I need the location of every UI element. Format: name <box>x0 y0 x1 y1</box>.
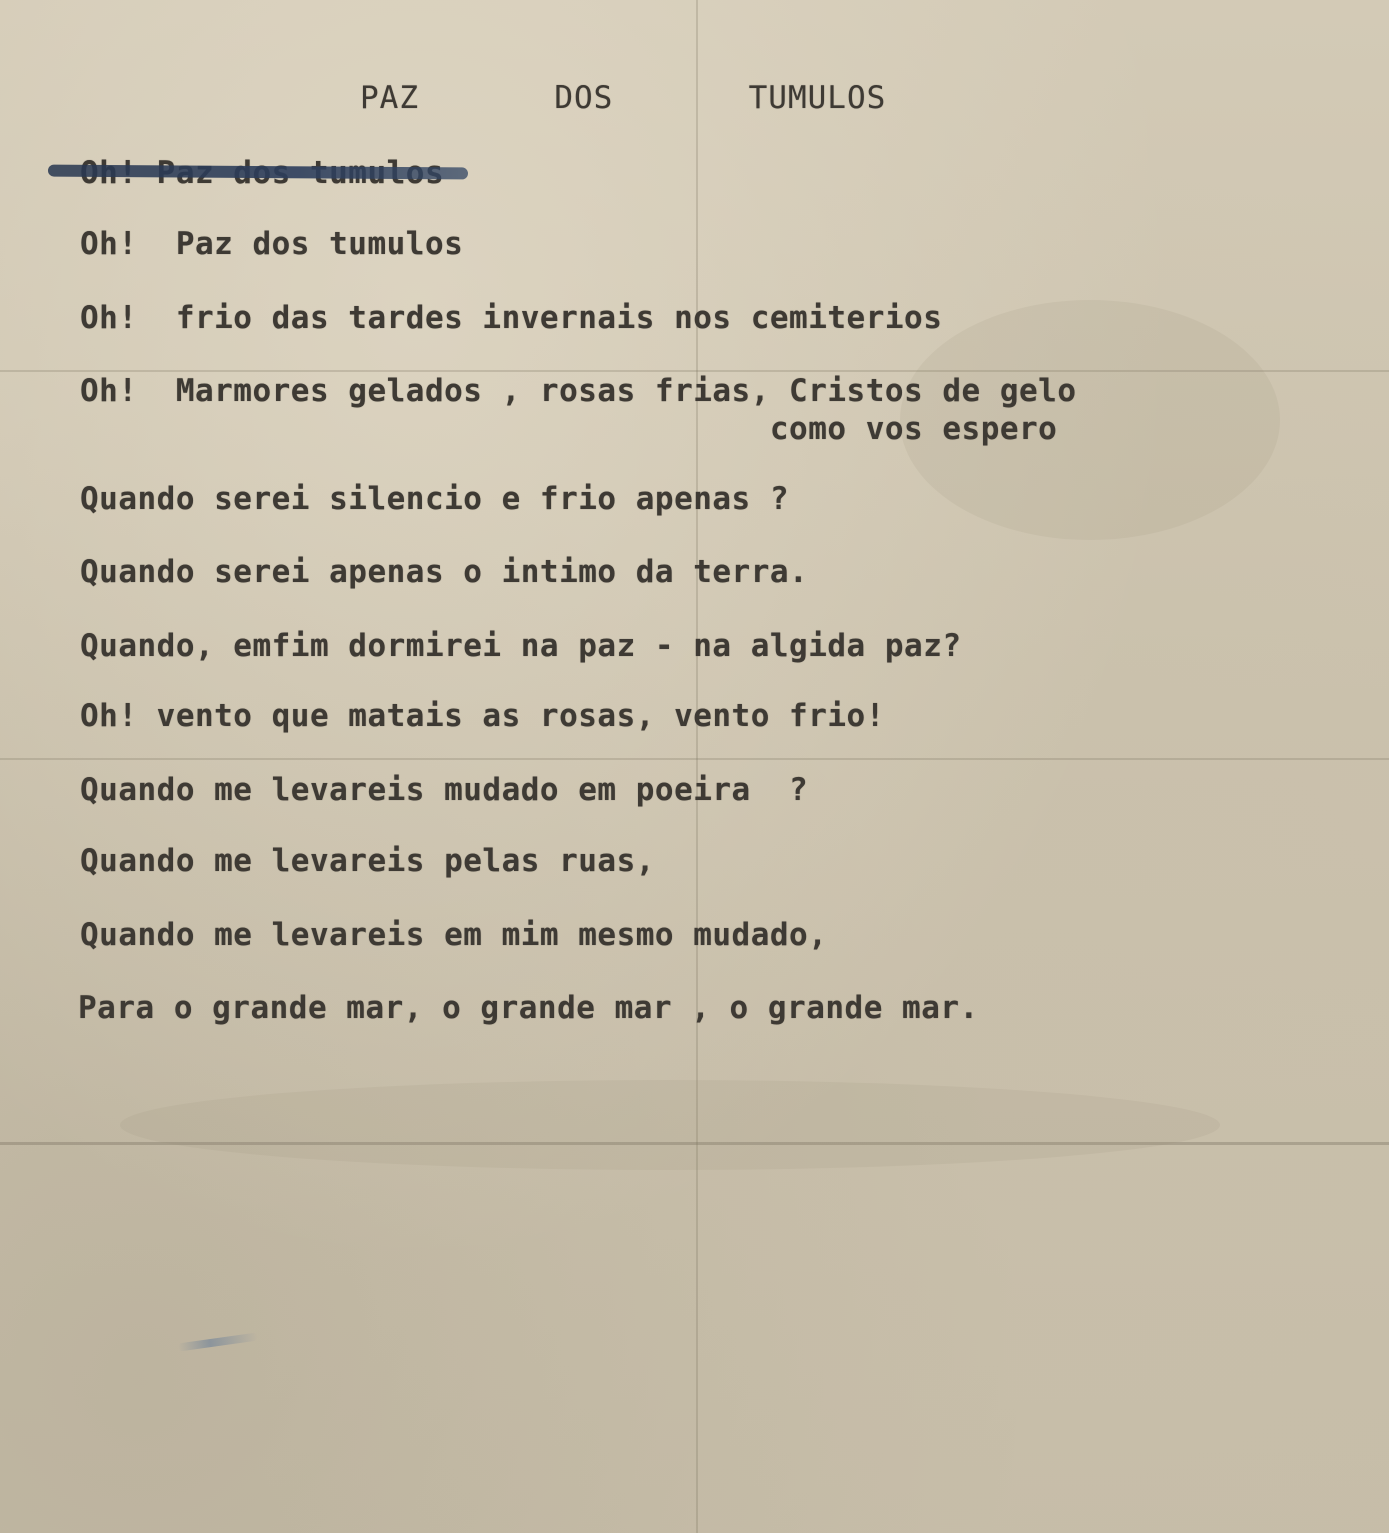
poem-line: Quando me levareis em mim mesmo mudado, <box>80 917 828 953</box>
ink-mark <box>178 1332 258 1351</box>
paper-stain <box>120 1080 1220 1170</box>
poem-line: Quando me levareis mudado em poeira ? <box>80 772 809 808</box>
poem-line: Quando serei apenas o intimo da terra. <box>80 554 809 590</box>
poem-line-continuation: como vos espero <box>80 411 1058 447</box>
poem-line: Oh! frio das tardes invernais nos cemiterios <box>80 300 943 336</box>
fold-line-vertical <box>696 0 698 1533</box>
poem-line: Oh! Paz dos tumulos <box>80 226 464 262</box>
poem-line: Oh! vento que matais as rosas, vento frio! <box>80 698 885 734</box>
poem-line: Quando, emfim dormirei na paz - na algida paz? <box>80 628 962 664</box>
poem-line: Quando me levareis pelas ruas, <box>80 843 655 879</box>
fold-line-2 <box>0 758 1389 760</box>
poem-line: Quando serei silencio e frio apenas ? <box>80 481 790 517</box>
poem-line: Oh! Marmores gelados , rosas frias, Cristos de gelo <box>80 373 1077 409</box>
poem-title: PAZ DOS TUMULOS <box>360 80 887 116</box>
poem-line: Para o grande mar, o grande mar , o grande mar. <box>78 990 979 1026</box>
